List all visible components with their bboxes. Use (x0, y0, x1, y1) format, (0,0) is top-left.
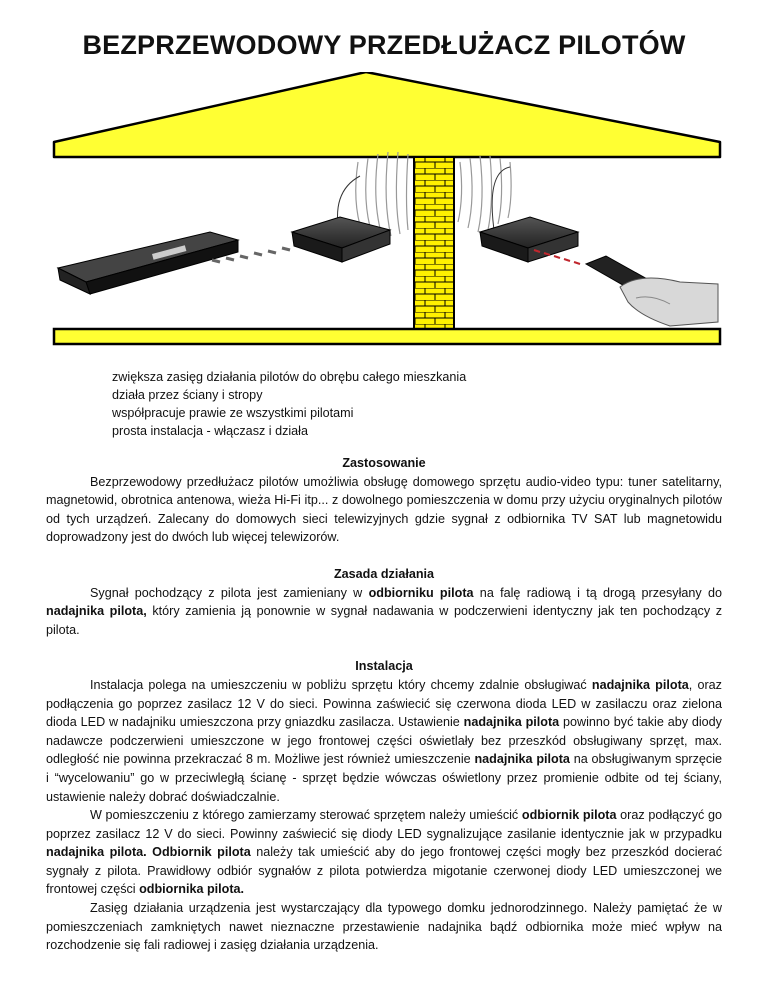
satellite-tuner (58, 232, 238, 294)
remote-control-icon (586, 256, 718, 326)
document-body (46, 454, 722, 973)
receiver-box (480, 217, 578, 262)
section-heading: Instalacja (355, 659, 413, 674)
section-zastosowanie (46, 454, 722, 547)
feature-list (112, 368, 466, 440)
paragraph: Bezprzewodowy przedłużacz pilotów umożliwia obsługę domowego sprzętu audio-video typu: tuner satelitarny, magnetowid, obrotnica antenowa, wieża Hi-Fi itp... z dowolnego pomieszczenia w domu przy użyciu oryginalnych pilotów od tych urządzeń. Zalecany do domowych sieci telewizyjnych gdzie sygnał z odbiornika TV SAT lub magnetowidu doprowadzony jest do dwóch lub więcej telewizorów. (46, 474, 722, 545)
paragraph: Zasięg działania urządzenia jest wystarczający dla typowego domku jednorodzinnego. Należy pamiętać że w pomieszczeniach zamkniętych nawet nieznaczne przestawienie nadajnika bądź odbiornika może mieć wpływ na rozchodzenie się fali radiowej i zasięg działania urządzenia. (46, 901, 722, 953)
list-item: prosta instalacja - włączasz i działa (112, 424, 308, 438)
list-item: działa przez ściany i stropy (112, 388, 263, 402)
section-heading: Zasada działania (333, 566, 435, 581)
house-illustration (40, 72, 730, 362)
roof (54, 72, 720, 157)
paragraph: Instalacja polega na umieszczeniu w pobliżu sprzętu który chcemy zdalnie obsługiwać nadajnika pilota, oraz podłączenia go poprzez zasilacz 12 V do sieci. Powinna zaświecić się czerwona dioda LED w zasilaczu oraz zielona dioda LED w nadajniku umieszczona przy gniazdku zasilacza. Ustawienie nadajnika pilota powinno być takie aby diody nadawcze podczerwieni umieszczone w jego frontowej części oświetlały bez przeszkód obsługiwany sprzęt, max. odległość nie powinna przekraczać 8 m. Możliwe jest również umieszczenie nadajnika pilota na obsługiwanym sprzęcie i “wycelowaniu” go w przeciwległą ścianę - sprzęt będzie wówczas oświetlony przez promienie odbite od tej ściany, ustawienie należy dobrać doświadczalnie. (46, 677, 723, 804)
section-instalacja (46, 657, 722, 955)
brick-wall (414, 157, 454, 329)
floor (54, 329, 720, 344)
section-zasada (46, 565, 722, 639)
list-item: zwiększa zasięg działania pilotów do obrębu całego mieszkania (112, 370, 467, 384)
list-item: współpracuje prawie ze wszystkimi pilotami (112, 406, 354, 420)
page-title: BEZPRZEWODOWY PRZEDŁUŻACZ PILOTÓW (82, 30, 686, 60)
transmitter-box (292, 217, 390, 262)
paragraph: Sygnał pochodzący z pilota jest zamieniany w odbiorniku pilota na falę radiową i tą drogą przesyłany do nadajnika pilota, który zamienia ją ponownie w sygnał nadawania w podczerwieni identyczny jak ten pochodzący z pilota. (46, 585, 723, 637)
paragraph: W pomieszczeniu z którego zamierzamy sterować sprzętem należy umieścić odbiornik pilota oraz podłączyć go poprzez zasilacz 12 V do sieci. Powinny zaświecić się diody LED sygnalizujące zasilanie identycznie jak w przypadku nadajnika pilota. Odbiornik pilota należy tak umieścić aby do jego frontowej części mogły bez przeszkód docierać sygnały z pilota. Prawidłowy odbiór sygnałów z pilota potwierdza migotanie czerwonej diody LED umieszczonej we frontowej części odbiornika pilota. (46, 808, 722, 897)
section-heading: Zastosowanie (342, 456, 426, 470)
